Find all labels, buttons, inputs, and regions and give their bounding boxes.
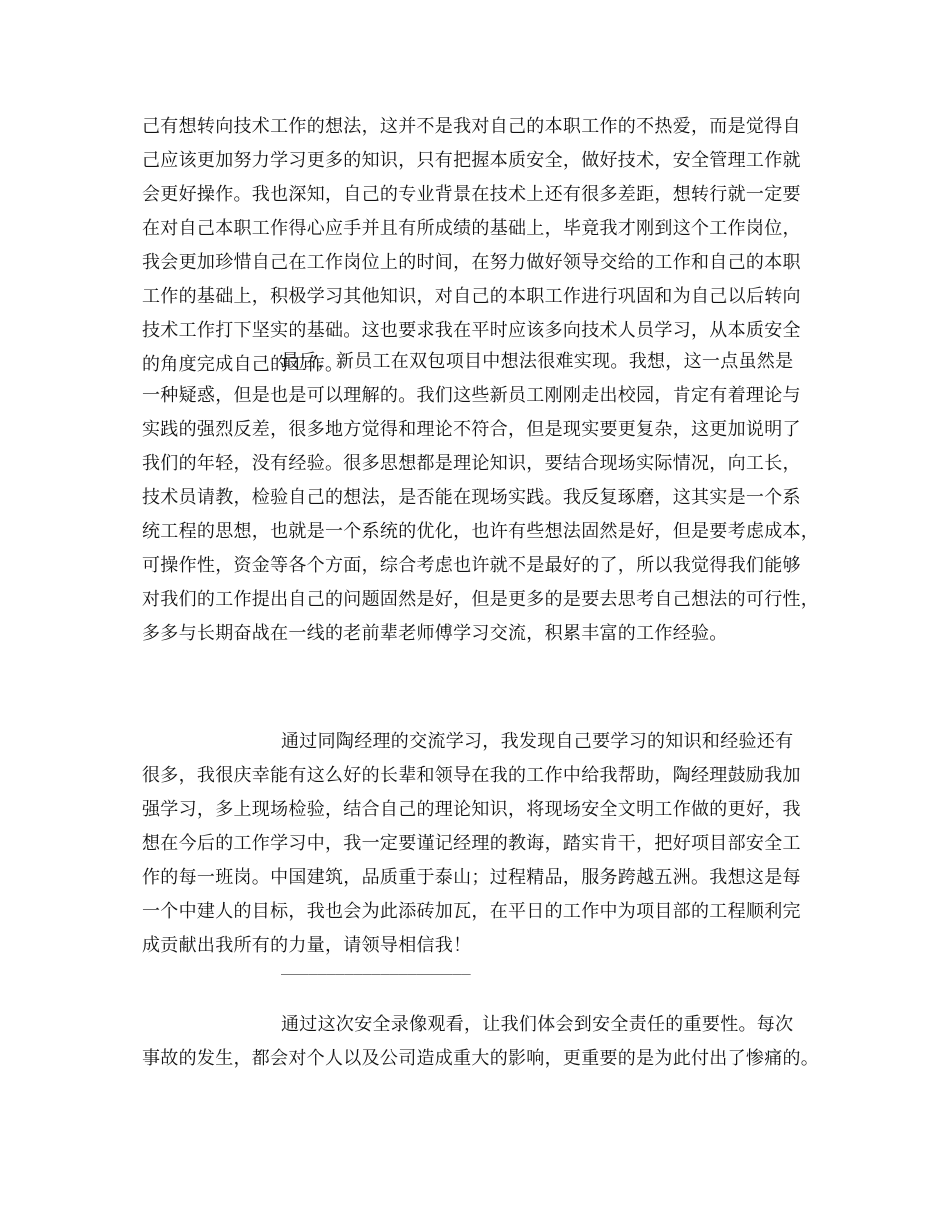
paragraph-line: 一个中建人的目标，我也会为此添砖加瓦，在平日的工作中为项目部的工程顺利完 xyxy=(142,901,801,922)
paragraph-line: 很多，我很庆幸能有这么好的长辈和领导在我的工作中给我帮助，陶经理鼓励我加 xyxy=(142,765,801,786)
paragraph-line: 通过这次安全录像观看，让我们体会到安全责任的重要性。每次 xyxy=(281,1014,794,1035)
paragraph-line: 会更好操作。我也深知，自己的专业背景在技术上还有很多差距，想转行就一定要 xyxy=(142,184,801,205)
paragraph-line: 统工程的思想，也就是一个系统的优化，也许有些想法固然是好，但是要考虑成本， xyxy=(142,521,820,542)
paragraph-line: 我们的年轻，没有经验。很多思想都是理论知识，要结合现场实际情况，向工长， xyxy=(142,453,801,474)
paragraph-line: 工作的基础上，积极学习其他知识，对自己的本职工作进行巩固和为自己以后转向 xyxy=(142,286,801,307)
paragraph-line: 强学习，多上现场检验，结合自己的理论知识，将现场安全文明工作做的更好，我 xyxy=(142,799,801,820)
paragraph-line: 对我们的工作提出自己的问题固然是好，但是更多的是要去思考自己想法的可行性， xyxy=(142,589,820,610)
paragraph-line: 一种疑惑，但是也是可以理解的。我们这些新员工刚刚走出校园，肯定有着理论与 xyxy=(142,385,801,406)
paragraph-line: 多多与长期奋战在一线的老前辈老师傅学习交流，积累丰富的工作经验。 xyxy=(142,623,728,644)
paragraph-line: 的角度完成自己的工作。 xyxy=(142,354,344,375)
paragraph-line: 最后，新员工在双包项目中想法很难实现。我想，这一点虽然是 xyxy=(281,351,794,372)
paragraph-line: 事故的发生，都会对个人以及公司造成重大的影响，更重要的是为此付出了惨痛的。 xyxy=(142,1048,820,1069)
paragraph-line: 想在今后的工作学习中，我一定要谨记经理的教诲，踏实肯干，把好项目部安全工 xyxy=(142,833,801,854)
section-separator: _____________________ xyxy=(281,957,471,975)
paragraph-line: 成贡献出我所有的力量，请领导相信我！ xyxy=(142,935,472,956)
paragraph-line: 己应该更加努力学习更多的知识，只有把握本质安全，做好技术，安全管理工作就 xyxy=(142,150,801,171)
paragraph-line: 在对自己本职工作得心应手并且有所成绩的基础上，毕竟我才刚到这个工作岗位， xyxy=(142,218,801,239)
paragraph-line: 己有想转向技术工作的想法，这并不是我对自己的本职工作的不热爱，而是觉得自 xyxy=(142,116,801,137)
paragraph-line: 技术工作打下坚实的基础。这也要求我在平时应该多向技术人员学习，从本质安全 xyxy=(142,320,801,341)
paragraph-line: 通过同陶经理的交流学习，我发现自己要学习的知识和经验还有 xyxy=(281,731,794,752)
paragraph-line: 可操作性，资金等各个方面，综合考虑也许就不是最好的了，所以我觉得我们能够 xyxy=(142,555,801,576)
paragraph-line: 作的每一班岗。中国建筑，品质重于泰山；过程精品，服务跨越五洲。我想这是每 xyxy=(142,867,801,888)
paragraph-line: 技术员请教，检验自己的想法，是否能在现场实践。我反复琢磨，这其实是一个系 xyxy=(142,487,801,508)
paragraph-line: 实践的强烈反差，很多地方觉得和理论不符合，但是现实要更复杂，这更加说明了 xyxy=(142,419,801,440)
paragraph-line: 我会更加珍惜自己在工作岗位上的时间，在努力做好领导交给的工作和自己的本职 xyxy=(142,252,801,273)
